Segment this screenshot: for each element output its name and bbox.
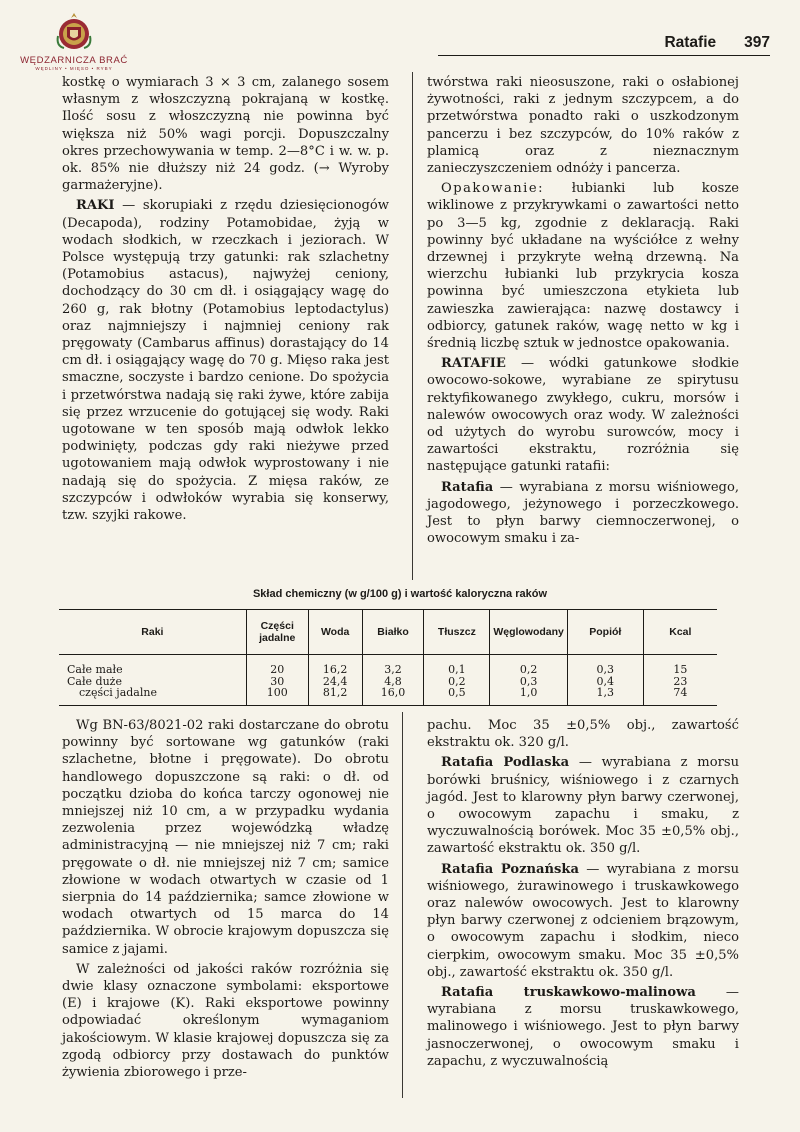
table-cell: 16,0 bbox=[362, 687, 424, 705]
table-header: Popiół bbox=[567, 610, 643, 655]
crest-icon bbox=[54, 10, 94, 52]
table-header: Tłuszcz bbox=[424, 610, 490, 655]
table-cell: 1,0 bbox=[490, 687, 568, 705]
table-cell: części jadalne bbox=[59, 687, 246, 705]
table-header: Części jadalne bbox=[246, 610, 308, 655]
table-cell: Całe duże bbox=[67, 674, 122, 688]
table-cell: 100 bbox=[246, 687, 308, 705]
table-cell: 1,3 bbox=[567, 687, 643, 705]
entry-term: Ratafia Podlaska bbox=[441, 755, 570, 771]
table-cell: 0,5 bbox=[424, 687, 490, 705]
paragraph: kostkę o wymiarach 3 × 3 cm, zalanego sosem własnym z włoszczyzną pokrajaną w kostkę. Ilość sosu z włoszczyzną nie powinna być większa niż 50% wagi porcji. Dopuszczalny okres przechowywania w temp. 2—8°C i w. w. p. ok. 85% nie dłuższy niż 24 godz. (→ Wyroby garmażeryjne). bbox=[62, 75, 389, 194]
table-cell: 0,4 bbox=[567, 676, 643, 688]
left-column-bottom bbox=[62, 717, 389, 1081]
publisher-logo bbox=[8, 10, 140, 71]
paragraph: W zależności od jakości raków rozróżnia się dwie klasy oznaczone symbolami: eksportowe (E) i krajowe (K). Raki eksportowe powinny odpowiadać określonym wymaganiom jakościowym. W klasie krajowej dopuszcza się za zgodą odbiorcy przy dostawach do punktów żywienia zbiorowego i prze- bbox=[62, 961, 389, 1081]
table-cell: 24,4 bbox=[308, 676, 362, 688]
table-cell: 30 bbox=[246, 676, 308, 688]
right-column-top bbox=[427, 74, 739, 547]
entry-text: łubianki lub kosze wiklinowe z przykrywkami o zawartości netto po 3—5 kg, zgodnie z deklaracją. Raki powinny być układane na wyściółce z wełny drzewnej i przykryte wełną drzewną. Na wierzchu łubianki lub przykrycia kosza powinna być umieszczona etykieta lub zawieszka zawierająca: nazwę dostawcy i odbiorcy, gatunek raków, wagę netto w kg i średnią liczbę sztuk w jednostce opakowania. bbox=[427, 181, 739, 352]
paragraph: pachu. Moc 35 ±0,5% obj., zawartość ekstraktu ok. 320 g/l. bbox=[427, 718, 739, 751]
header-rule bbox=[438, 55, 770, 56]
table-cell: 81,2 bbox=[308, 687, 362, 705]
entry-raki bbox=[62, 197, 389, 524]
right-column-bottom bbox=[427, 717, 739, 1070]
table-header: Białko bbox=[362, 610, 424, 655]
paragraph: twórstwa raki nieosuszone, raki o osłabionej żywotności, raki z jednym szczypcem, a do przetwórstwa ponadto raki o uszkodzonym pancerzu i bez szczypców, do 10% raków z plamicą oraz z nieznacznym zanieczyszczeniem odnóży i pancerza. bbox=[427, 75, 739, 177]
table-cell: 15 bbox=[643, 655, 717, 676]
table-header: Węglowodany bbox=[490, 610, 568, 655]
table-cell: 3,2 bbox=[362, 655, 424, 676]
entry-ratafia-truskawkowo-malinowa bbox=[427, 984, 739, 1070]
table-cell: 20 bbox=[246, 655, 308, 676]
chemical-composition-table bbox=[59, 609, 717, 706]
entry-ratafia bbox=[427, 479, 739, 548]
entry-term: Ratafia bbox=[441, 479, 494, 495]
table-cell: 0,2 bbox=[424, 676, 490, 688]
entry-ratafia-poznanska bbox=[427, 861, 739, 981]
table-row bbox=[59, 655, 717, 676]
table-header: Woda bbox=[308, 610, 362, 655]
entry-text: — wyrabiana z morsu truskawkowego, malinowego i wiśniowego. Jest to płyn barwy jasnoczerwonej, o owocowym smaku i zapachu, z wyczuwalnością bbox=[427, 985, 739, 1069]
entry-opakowanie bbox=[427, 180, 739, 352]
column-divider bbox=[412, 72, 413, 580]
table-cell: 16,2 bbox=[308, 655, 362, 676]
page-number: 397 bbox=[744, 34, 770, 51]
entry-term: RAKI bbox=[76, 198, 115, 214]
running-title: Ratafie bbox=[664, 34, 717, 51]
entry-text: — wyrabiana z morsu wiśniowego, jagodowego, jeżynowego i porzeczkowego. Jest to płyn barwy ciemnoczerwonej, o owocowym smaku i za- bbox=[427, 479, 739, 547]
table-cell: 0,3 bbox=[567, 655, 643, 676]
entry-term: Ratafia Poznańska bbox=[441, 861, 579, 877]
left-column-top bbox=[62, 74, 389, 524]
table-cell: Całe małe bbox=[67, 663, 123, 676]
entry-ratafia-podlaska bbox=[427, 754, 739, 857]
entry-text: — wyrabiana z morsu borówki bruśnicy, wiśniowego i z czarnych jagód. Jest to klarowny płyn barwy czerwonej, o owocowym zapachu i smaku, z wyczuwalnością borówek. Moc 35 ±0,5% obj., zawartość ekstraktu ok. 350 g/l. bbox=[427, 755, 740, 857]
table-header: Kcal bbox=[643, 610, 717, 655]
entry-ratafie bbox=[427, 355, 739, 475]
entry-text: — wyrabiana z morsu wiśniowego, żurawinowego i truskawkowego oraz nalewów owocowych. Jest to klarowny płyn barwy czerwonej z odcieniem brązowym, o owocowym zapachu i słodkim, nieco cierpkim, owocowym smaku. Moc 35 ±0,5% obj., zawartość ekstraktu ok. 350 g/l. bbox=[427, 861, 739, 980]
table-cell: 0,3 bbox=[490, 676, 568, 688]
table-cell: 23 bbox=[643, 676, 717, 688]
entry-term: RATAFIE bbox=[441, 356, 506, 372]
table-caption: Skład chemiczny (w g/100 g) i wartość kaloryczna raków bbox=[252, 588, 548, 600]
logo-subtitle: WĘDLINY • MIĘSO • RYBY bbox=[35, 66, 113, 71]
table-cell: 4,8 bbox=[362, 676, 424, 688]
table-header: Raki bbox=[59, 610, 246, 655]
table-row bbox=[59, 687, 717, 705]
entry-term: Opakowanie: bbox=[441, 181, 545, 197]
entry-text: — wódki gatunkowe słodkie owocowo-sokowe, wyrabiane ze spirytusu rektyfikowanego zwykłego, cukru, morsów i nalewów owocowych oraz wody. W zależności od użytych do wyrobu surowców, mocy i zawartości ekstraktu, rozróżnia się następujące gatunki ratafii: bbox=[427, 356, 739, 475]
entry-text: — skorupiaki z rzędu dziesięcionogów (Decapoda), rodziny Potamobidae, żyją w wodach słodkich, w rzeczkach i jeziorach. W Polsce występują trzy gatunki: rak szlachetny (Potamobius astacus), najwyżej ceniony, dochodzący do 30 cm dł. i osiągający wagę do 260 g, rak błotny (Potamobius leptodactylus) oraz najmniejszy i najmniej ceniony rak pręgowaty (Cambarus affinus) dorastający do 14 cm dł. i osiągający wagę do 70 g. Mięso raka jest smaczne, soczyste i bardzo cenione. Do spożycia i przetwórstwa nadają się raki żywe, które zabija się przez wrzucenie do gotującej się wody. Raki ugotowane w ten sposób mają odwłok lekko podwinięty, podczas gdy raki nieżywe przed ugotowaniem mają odwłok wyprostowany i nie nadają się do spożycia. Z mięsa raków, ze szczypców i odwłoków wyrabia się konserwy, tzw. szyjki rakowe. bbox=[62, 198, 389, 524]
running-header bbox=[664, 34, 770, 52]
paragraph: Wg BN-63/8021-02 raki dostarczane do obrotu powinny być sortowane wg gatunków (raki szlachetne, błotne i pręgowate). Do obrotu handlowego dopuszczone są raki: o dł. od początku dzioba do końca tarczy ogonowej nie mniejszej niż 10 cm, a w przypadku wydania zezwolenia przez wojewódzką władzę administracyjną — nie mniejszej niż 7 cm; raki pręgowate o dł. nie mniejszej niż 7 cm; samice złowione w wodach otwartych w czasie od 1 sierpnia do 14 października; samce złowione w wodach otwartych od 15 marca do 14 października. W obrocie krajowym dopuszcza się samice z jajami. bbox=[62, 718, 389, 957]
table-cell: 0,1 bbox=[424, 655, 490, 676]
entry-term: Ratafia truskawkowo-malinowa bbox=[441, 985, 696, 1001]
table-cell: 0,2 bbox=[490, 655, 568, 676]
table-cell: 74 bbox=[643, 687, 717, 705]
column-divider bbox=[402, 712, 403, 1098]
logo-brand: WĘDZARNICZA BRAĆ bbox=[20, 55, 128, 66]
